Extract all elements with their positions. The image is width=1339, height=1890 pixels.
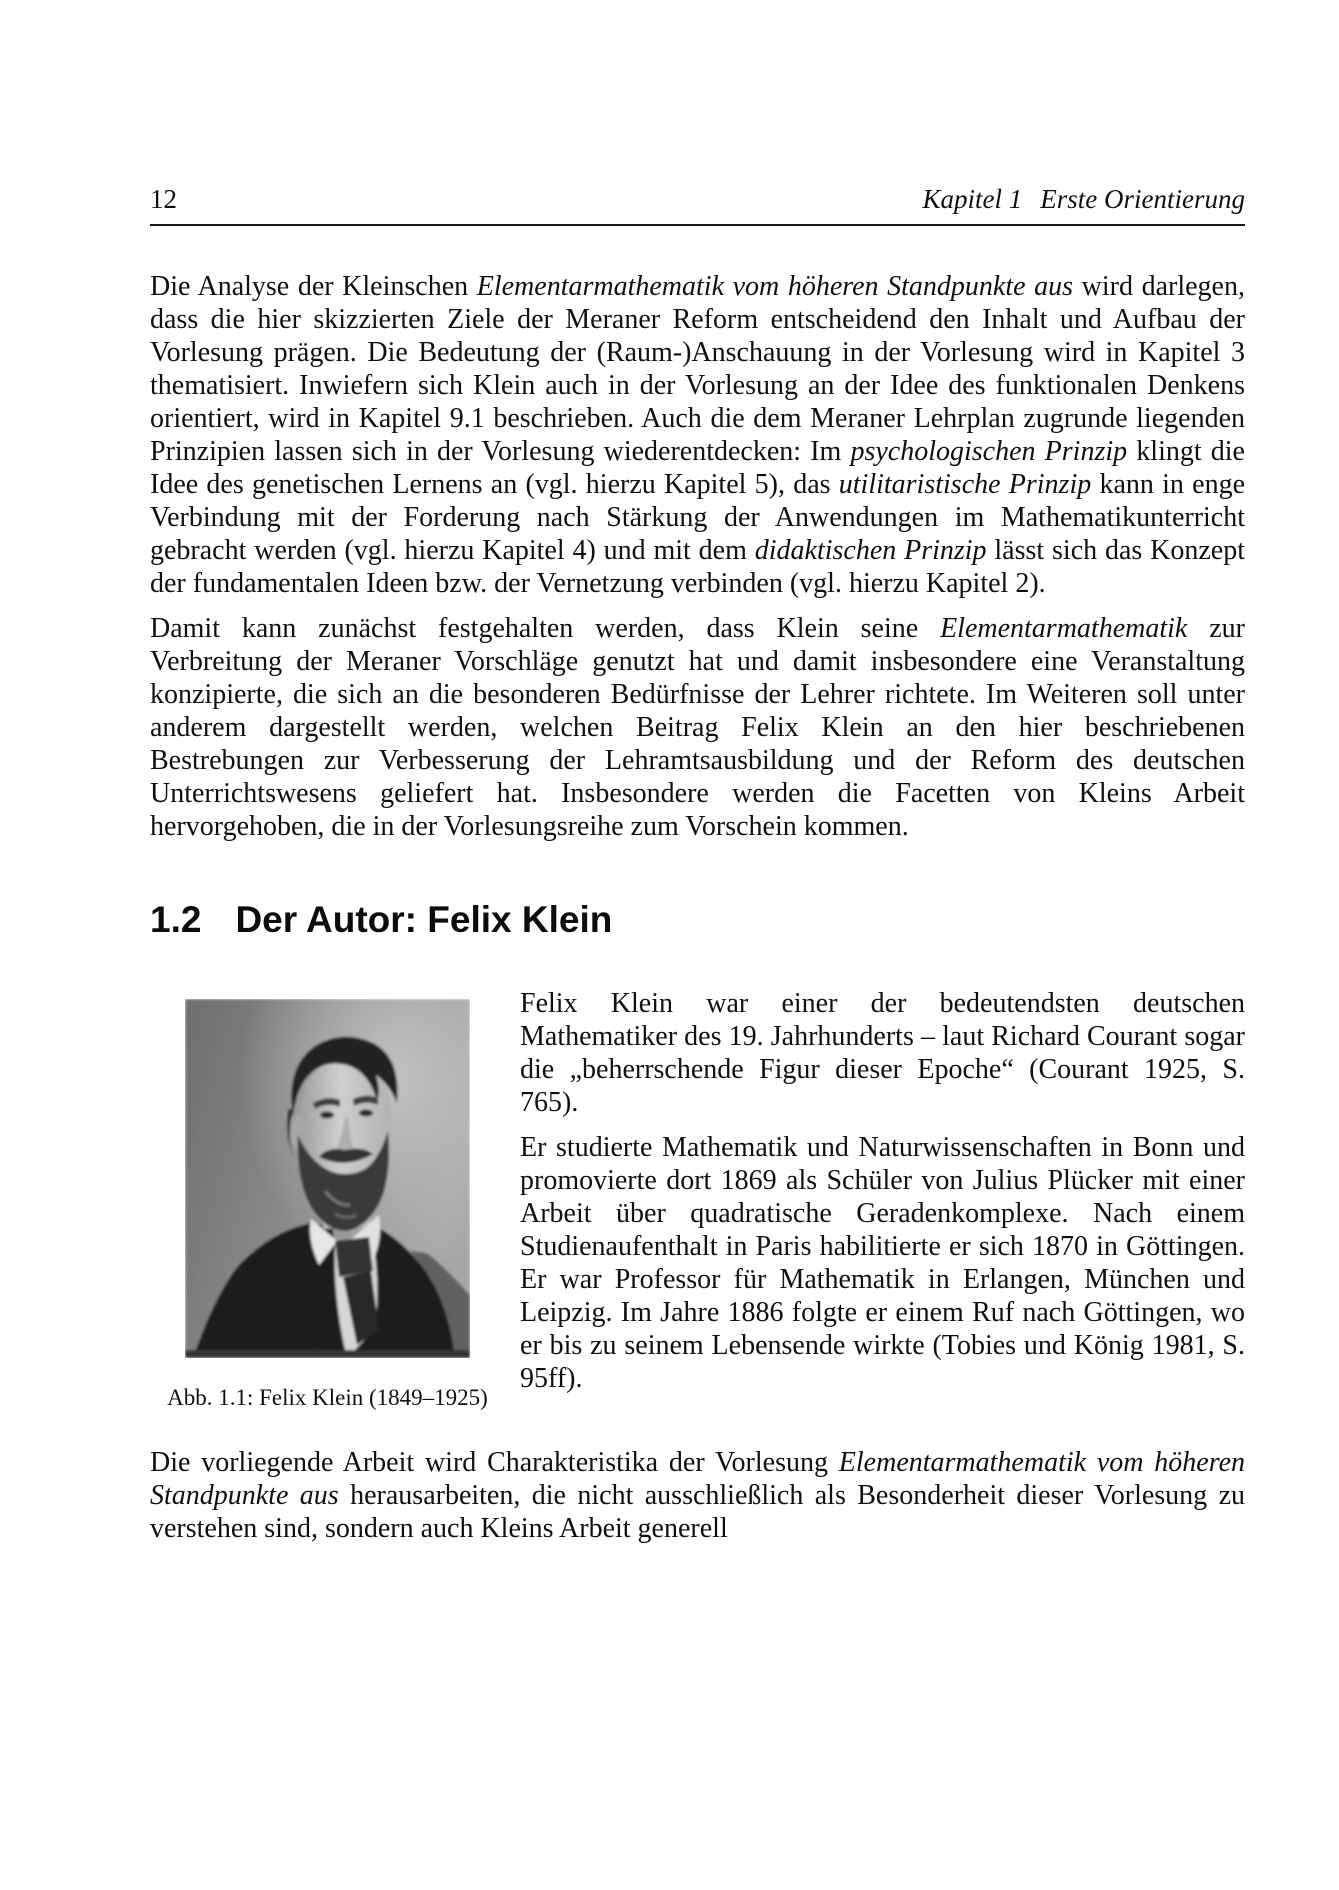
section-number: 1.2 xyxy=(150,899,202,940)
paragraph-analysis: Die Analyse der Kleinschen Elementarmathematik vom höheren Standpunkte aus wird darlegen, dass die hier skizzierten Ziele der Meraner Reform entscheidend den Inhalt und Aufbau der Vorlesung prägen. Die Bedeutung der (Raum-)Anschauung in der Vorlesung wird in Kapitel 3 thematisiert. Inwiefern sich Klein auch in der Vorlesung an der Idee des funktionalen Denkens orientiert, wird in Kapitel 9.1 beschrieben. Auch die dem Meraner Lehrplan zugrunde liegenden Prinzipien lassen sich in der Vorlesung wiederentdecken: Im psychologischen Prinzip klingt die Idee des genetischen Lernens an (vgl. hierzu Kapitel 5), das utilitaristische Prinzip kann in enge Verbindung mit der Forderung nach Stärkung der Anwendungen im Mathematikunterricht gebracht werden (vgl. hierzu Kapitel 4) und mit dem didaktischen Prinzip lässt sich das Konzept der fundamentalen Ideen bzw. der Vernetzung verbinden (vgl. hierzu Kapitel 2). xyxy=(150,271,1246,599)
chapter-title: Erste Orientierung xyxy=(1040,184,1245,214)
biography-text-column xyxy=(520,987,1245,1412)
running-header xyxy=(150,183,1245,226)
paragraph-bio-2: Er studierte Mathematik und Naturwissenschaften in Bonn und promovierte dort 1869 als Schüler von Julius Plücker mit einer Arbeit über quadratische Geradenkomplexe. Nach einem Studienaufenthalt in Paris habilitierte er sich 1870 in Göttingen. Er war Professor für Mathematik in Erlangen, München und Leipzig. Im Jahre 1886 folgte er einem Ruf nach Göttingen, wo er bis zu seinem Lebensende wirkte (Tobies und König 1981, S. 95ff). xyxy=(520,1132,1245,1394)
paragraph-bio-1: Felix Klein war einer der bedeutendsten deutschen Mathematiker des 19. Jahrhunderts – laut Richard Courant sogar die „beherrschende Figur dieser Epoche“ (Courant 1925, S. 765). xyxy=(520,988,1245,1118)
figure-caption: Abb. 1.1: Felix Klein (1849–1925) xyxy=(167,1385,488,1410)
paragraph-summary: Damit kann zunächst festgehalten werden, dass Klein seine Elementarmathematik zur Verbreitung der Meraner Vorschläge genutzt hat und damit insbesondere eine Veranstaltung konzipierte, die sich an die besonderen Bedürfnisse der Lehrer richtete. Im Weiteren soll unter anderem dargestellt werden, welchen Beitrag Felix Klein an den hier beschriebenen Bestrebungen zur Verbesserung der Lehramtsausbildung und der Reform des deutschen Unterrichtswesens geliefert hat. Insbesondere werden die Facetten von Kleins Arbeit hervorgehoben, die in der Vorlesungsreihe zum Vorschein kommen. xyxy=(150,613,1245,842)
felix-klein-photo xyxy=(185,999,470,1358)
felix-klein-portrait-image xyxy=(185,999,470,1358)
figure-and-text-row xyxy=(150,987,1245,1412)
section-title: Der Autor: Felix Klein xyxy=(235,899,613,940)
running-head xyxy=(923,183,1245,216)
page-number: 12 xyxy=(150,184,177,214)
paragraph-outlook: Die vorliegende Arbeit wird Charakteristika der Vorlesung Elementarmathematik vom höheren Standpunkte aus herausarbeiten, die nicht ausschließlich als Besonderheit dieser Vorlesung zu verstehen sind, sondern auch Kleins Arbeit generell xyxy=(150,1447,1246,1544)
figure-felix-klein xyxy=(150,987,505,1412)
page-body xyxy=(150,270,1245,1545)
chapter-label: Kapitel 1 xyxy=(922,184,1023,214)
section-heading xyxy=(150,899,1245,941)
